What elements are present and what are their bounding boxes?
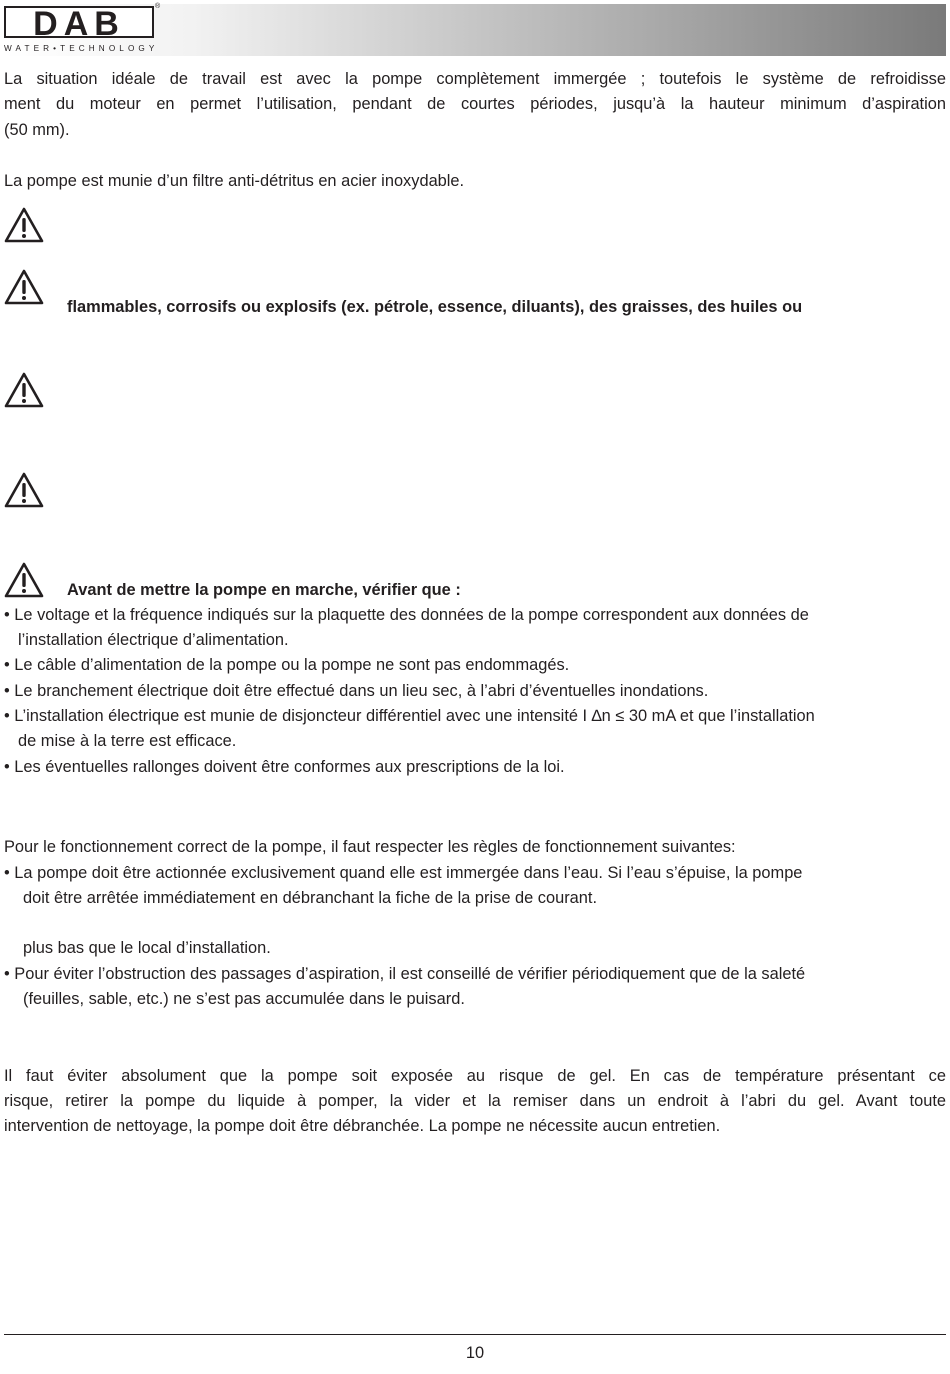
warning-triangle-icon xyxy=(4,269,44,305)
operation-rule-continued: doit être arrêtée immédiatement en débranchant la fiche de la prise de courant. xyxy=(23,889,598,907)
logo-tagline: WATER•TECHNOLOGY xyxy=(4,44,159,53)
warning-triangle-icon xyxy=(4,562,44,598)
paragraph-filter: La pompe est munie d’un filtre anti-détritus en acier inoxydable. xyxy=(4,172,465,190)
warning-text: flammables, corrosifs ou explosifs (ex. pétrole, essence, diluants), des graisses, des huiles ou xyxy=(67,298,803,316)
warning-heading: Avant de mettre la pompe en marche, vérifier que : xyxy=(67,581,461,599)
checklist-item: • Les éventuelles rallonges doivent être conformes aux prescriptions de la loi. xyxy=(4,758,565,776)
warning-triangle-icon xyxy=(4,372,44,408)
checklist-item: • Le voltage et la fréquence indiqués sur la plaquette des données de la pompe correspondent aux données de xyxy=(4,606,809,624)
operation-rule-continued: (feuilles, sable, etc.) ne s’est pas accumulée dans le puisard. xyxy=(23,990,465,1008)
checklist-item: • L’installation électrique est munie de disjoncteur différentiel avec une intensité I ∆n ≤ 30 mA et que l’installation xyxy=(4,707,815,725)
maintenance-line: risque, retirer la pompe du liquide à pomper, la vider et la remiser dans un endroit à l’abri du gel. Avant toute xyxy=(4,1092,946,1110)
paragraph-line: ment du moteur en permet l’utilisation, pendant de courtes périodes, jusqu’à la hauteur minimum d’aspiration xyxy=(4,95,946,113)
logo-letters: DAB xyxy=(33,6,125,38)
operation-intro: Pour le fonctionnement correct de la pompe, il faut respecter les règles de fonctionnement suivantes: xyxy=(4,838,736,856)
checklist-item: • Le branchement électrique doit être effectué dans un lieu sec, à l’abri d’éventuelles inondations. xyxy=(4,682,709,700)
maintenance-line: Il faut éviter absolument que la pompe soit exposée au risque de gel. En cas de température présentant ce xyxy=(4,1067,946,1085)
warning-triangle-icon xyxy=(4,472,44,508)
checklist-item-continued: l’installation électrique d’alimentation. xyxy=(18,631,289,649)
checklist-item-continued: de mise à la terre est efficace. xyxy=(18,732,237,750)
logo-registered-mark: ® xyxy=(155,3,161,10)
operation-rule: • La pompe doit être actionnée exclusivement quand elle est immergée dans l’eau. Si l’eau s’épuise, la pompe xyxy=(4,864,803,882)
checklist-item: • Le câble d’alimentation de la pompe ou la pompe ne sont pas endommagés. xyxy=(4,656,570,674)
paragraph-line: La situation idéale de travail est avec la pompe complètement immergée ; toutefois le système de refroidisse xyxy=(4,70,946,88)
paragraph-line: (50 mm). xyxy=(4,121,70,139)
footer-rule xyxy=(4,1334,946,1335)
page-number: 10 xyxy=(465,1344,485,1362)
logo-box xyxy=(4,6,154,38)
maintenance-line: intervention de nettoyage, la pompe doit être débranchée. La pompe ne nécessite aucun entretien. xyxy=(4,1117,721,1135)
operation-rule-continued: plus bas que le local d’installation. xyxy=(23,939,271,957)
operation-rule: • Pour éviter l’obstruction des passages d’aspiration, il est conseillé de vérifier périodiquement que de la saleté xyxy=(4,965,806,983)
warning-triangle-icon xyxy=(4,207,44,243)
dab-logo xyxy=(4,3,161,56)
